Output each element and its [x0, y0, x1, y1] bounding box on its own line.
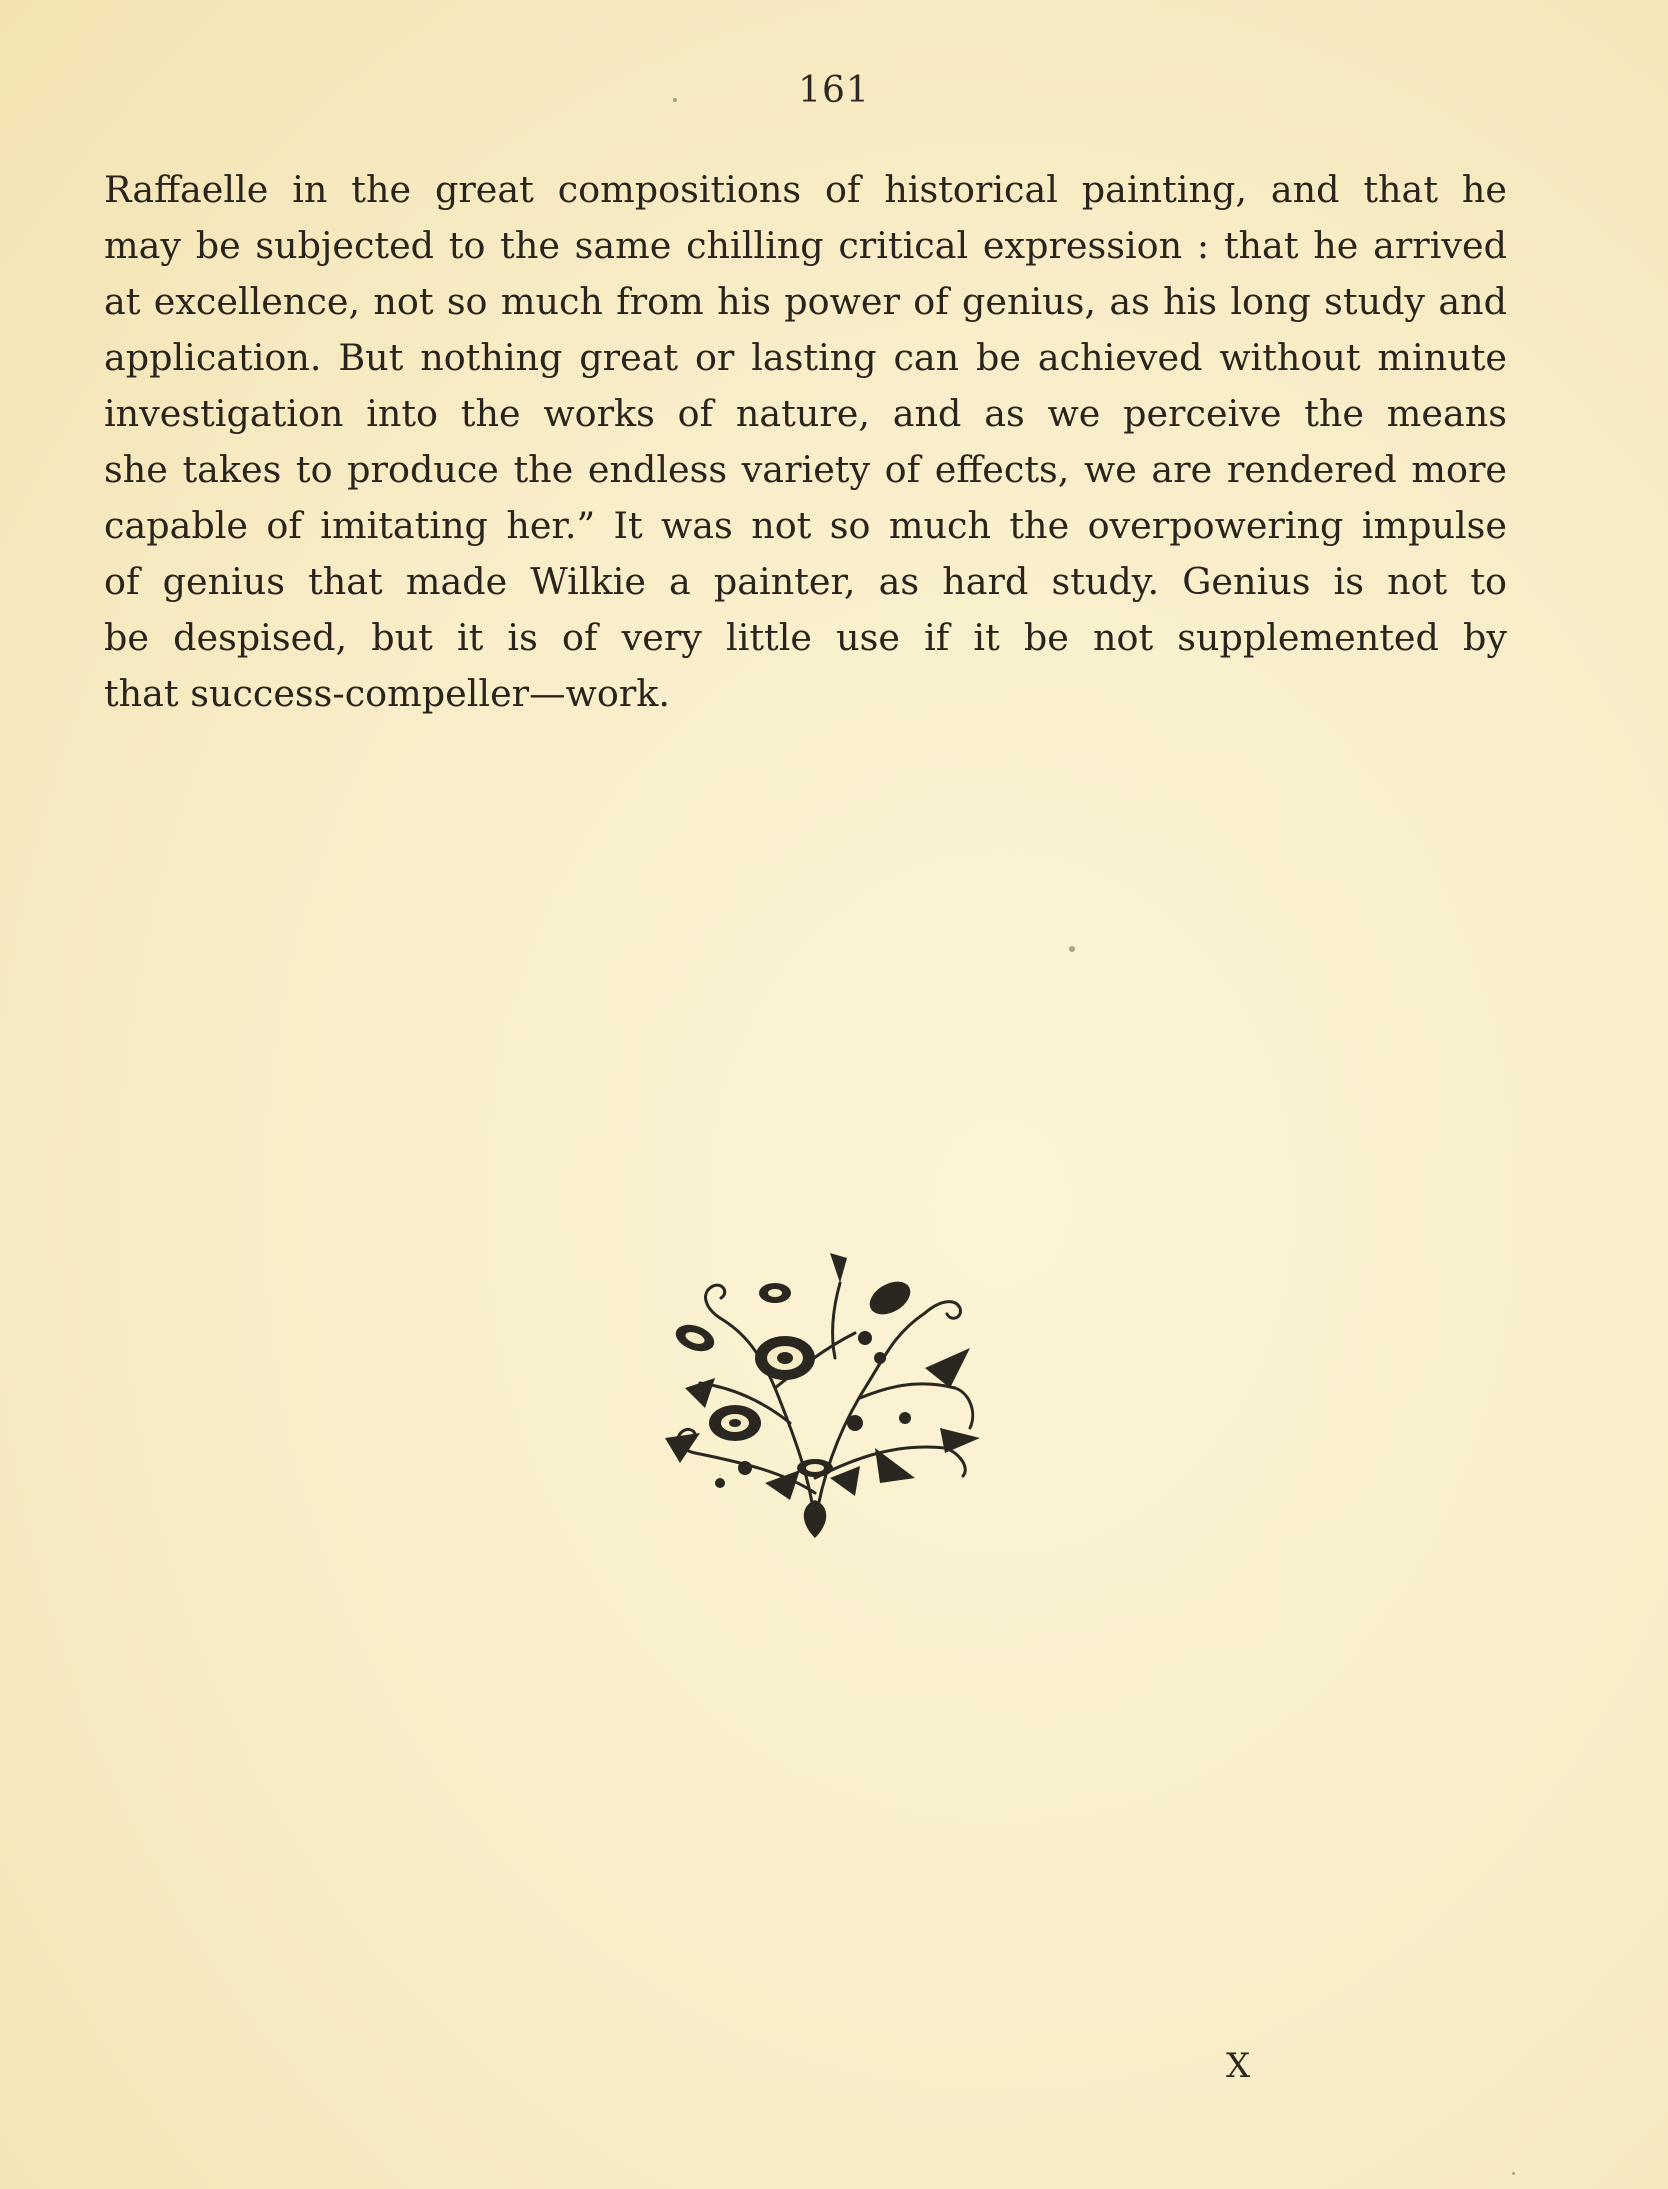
text-line: Raffaelle in the great compositions of historical painting, and that he [104, 168, 1507, 211]
floral-tailpiece-icon [625, 1238, 1005, 1538]
signature-mark: X [1226, 2046, 1251, 2086]
paper-speck [1512, 2172, 1515, 2175]
text-line: of genius that made Wilkie a painter, as hard study. Genius is not to [104, 560, 1507, 603]
page-number: 161 [798, 70, 870, 111]
text-line: investigation into the works of nature, and as we perceive the means [104, 392, 1507, 435]
text-line: at excellence, not so much from his power of genius, as his long study and [104, 280, 1507, 323]
paper-speck [673, 98, 677, 102]
text-line: be despised, but it is of very little use if it be not supplemented by [104, 616, 1507, 659]
text-line: that success-compeller—work. [104, 672, 670, 715]
body-paragraph [104, 162, 1507, 722]
text-line: may be subjected to the same chilling critical expression : that he arrived [104, 224, 1507, 267]
text-line: she takes to produce the endless variety of effects, we are rendered more [104, 448, 1507, 491]
text-line: capable of imitating her.” It was not so much the overpowering impulse [104, 504, 1507, 547]
paper-speck [1069, 946, 1075, 952]
text-line: application. But nothing great or lasting can be achieved without minute [104, 336, 1507, 379]
